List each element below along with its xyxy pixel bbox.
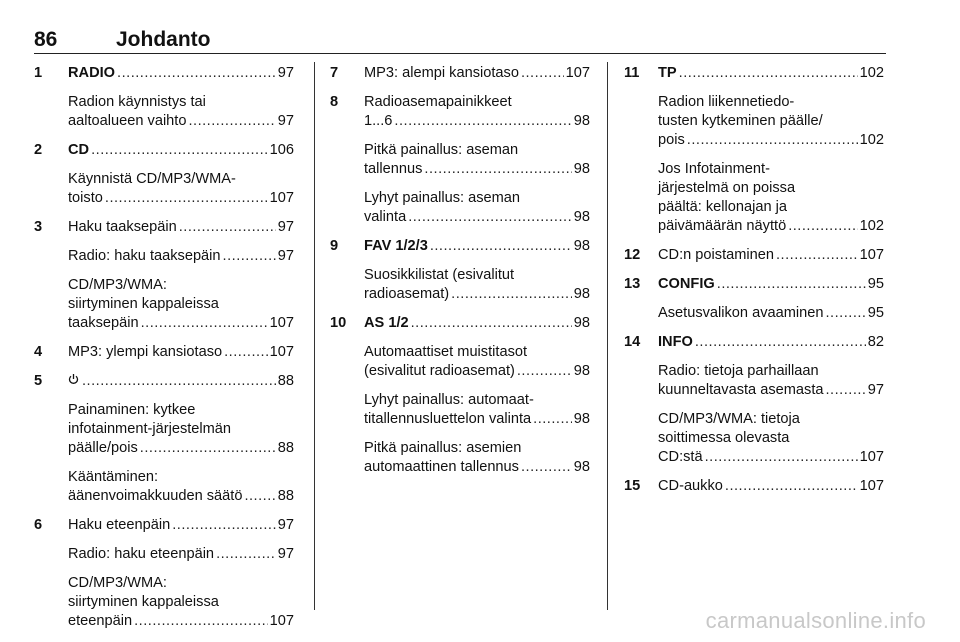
entry-number: 8 (330, 94, 339, 110)
toc-line (68, 247, 294, 266)
toc-text: MP3: ylempi kansiotaso (68, 344, 223, 360)
toc-text: tallennus (364, 161, 423, 177)
toc-text: automaattinen tallennus (364, 459, 519, 475)
toc-line (658, 448, 884, 467)
toc-text: titallennusluettelon valinta (364, 411, 532, 427)
toc-text: Asetusvalikon avaaminen (658, 305, 824, 321)
toc-line (68, 314, 294, 333)
toc-line (364, 208, 590, 227)
toc-line (68, 343, 294, 362)
toc-text: RADIO (68, 65, 116, 81)
toc-line (68, 372, 294, 391)
page-number: 86 (34, 28, 58, 51)
entry-number: 12 (624, 247, 641, 263)
dot-leader (224, 343, 268, 362)
page-ref: 97 (277, 65, 294, 81)
toc-entry (624, 333, 884, 352)
toc-subentry (34, 170, 294, 208)
page-ref: 97 (277, 517, 294, 533)
page-ref: 107 (269, 315, 294, 331)
toc-text: CD:n poistaminen (658, 247, 774, 263)
toc-line (658, 64, 884, 83)
toc-subentry (34, 93, 294, 131)
toc-text: CONFIG (658, 276, 715, 292)
toc-text: Radio: tietoja parhaillaan (658, 363, 819, 379)
entry-number: 6 (34, 517, 43, 533)
page-ref: 107 (859, 449, 884, 465)
toc-line (658, 333, 884, 352)
page-ref: 98 (573, 363, 590, 379)
toc-text: CD (68, 142, 90, 158)
entry-number: 13 (624, 276, 641, 292)
toc-entry (34, 372, 294, 391)
toc-entry (34, 218, 294, 237)
toc-line (658, 217, 884, 236)
toc-entry (330, 64, 590, 83)
toc-subentry (330, 439, 590, 477)
toc-line (364, 237, 590, 256)
entry-number: 14 (624, 334, 641, 350)
toc-text: Pitkä painallus: asemien (364, 440, 522, 456)
column-1 (34, 64, 294, 641)
page-ref: 107 (269, 344, 294, 360)
toc-subentry (330, 391, 590, 429)
toc-line (658, 246, 884, 265)
page-ref: 107 (859, 247, 884, 263)
page-ref: 107 (859, 478, 884, 494)
dot-leader (533, 410, 572, 429)
dot-leader (216, 545, 276, 564)
page-ref: 95 (867, 305, 884, 321)
toc-subentry (330, 266, 590, 304)
page-ref: 102 (859, 65, 884, 81)
page-ref: 82 (867, 334, 884, 350)
toc-text: Käynnistä CD/MP3/WMA- (68, 171, 236, 187)
dot-leader (521, 458, 572, 477)
column-3 (624, 64, 884, 506)
toc-text: järjestelmä on poissa (658, 180, 796, 196)
toc-subentry (34, 468, 294, 506)
toc-line (658, 477, 884, 496)
toc-text: tusten kytkeminen päälle/ (658, 113, 823, 129)
toc-subentry (330, 189, 590, 227)
toc-text: Haku taaksepäin (68, 219, 177, 235)
dot-leader (430, 237, 572, 256)
toc-entry (34, 343, 294, 362)
toc-entry (624, 477, 884, 496)
toc-line (364, 458, 590, 477)
toc-text: äänenvoimakkuuden säätö (68, 488, 243, 504)
toc-text: MP3: alempi kansiotaso (364, 65, 519, 81)
toc-line (68, 612, 294, 631)
page-ref: 97 (277, 248, 294, 264)
watermark: carmanualsonline.info (705, 608, 926, 633)
toc-line (658, 304, 884, 323)
toc-text: Haku eteenpäin (68, 517, 171, 533)
page-ref: 98 (573, 238, 590, 254)
toc-line (68, 545, 294, 564)
toc-text: Kääntäminen: (68, 469, 159, 485)
page-ref: 98 (573, 161, 590, 177)
page-ref: 102 (859, 218, 884, 234)
toc-subentry (34, 574, 294, 631)
toc-text: päälle/pois (68, 440, 138, 456)
toc-entry (624, 64, 884, 83)
toc-text: kuunneltavasta asemasta (658, 382, 824, 398)
toc-line (364, 160, 590, 179)
entry-number: 2 (34, 142, 43, 158)
dot-leader (223, 247, 276, 266)
toc-line (364, 64, 590, 83)
dot-leader (408, 208, 572, 227)
page-ref: 88 (277, 440, 294, 456)
dot-leader (451, 285, 572, 304)
toc-text: siirtyminen kappaleissa (68, 296, 219, 312)
page-ref: 97 (867, 382, 884, 398)
toc-line (364, 314, 590, 333)
toc-subentry (34, 401, 294, 458)
toc-line (658, 131, 884, 150)
page-ref: 107 (269, 190, 294, 206)
entry-number: 4 (34, 344, 43, 360)
toc-text: päältä: kellonajan ja (658, 199, 788, 215)
page-ref: 107 (565, 65, 590, 81)
dot-leader (141, 314, 268, 333)
toc-text: 1...6 (364, 113, 393, 129)
toc-text: INFO (658, 334, 693, 350)
column-divider-1 (314, 62, 315, 610)
toc-text: AS 1/2 (364, 315, 409, 331)
toc-subentry (624, 160, 884, 236)
toc-text: infotainment-järjestelmän (68, 421, 232, 437)
toc-subentry (34, 545, 294, 564)
toc-subentry (624, 362, 884, 400)
toc-subentry (624, 410, 884, 467)
toc-entry (330, 237, 590, 256)
column-2 (330, 64, 590, 487)
page-ref: 98 (573, 209, 590, 225)
dot-leader (82, 372, 276, 391)
dot-leader (776, 246, 858, 265)
toc-text: Lyhyt painallus: aseman (364, 190, 521, 206)
toc-text: aaltoalueen vaihto (68, 113, 187, 129)
toc-text: Radion liikennetiedo- (658, 94, 795, 110)
toc-text: CD:stä (658, 449, 703, 465)
toc-subentry (34, 247, 294, 266)
page-ref: 97 (277, 219, 294, 235)
page-ref: 106 (269, 142, 294, 158)
toc-entry (624, 275, 884, 294)
header-rule (34, 53, 886, 54)
dot-leader (687, 131, 858, 150)
page-ref: 97 (277, 546, 294, 562)
dot-leader (705, 448, 858, 467)
dot-leader (679, 64, 858, 83)
dot-leader (826, 304, 866, 323)
toc-text: päivämäärän näyttö (658, 218, 787, 234)
page-ref: 107 (269, 613, 294, 629)
entry-number: 15 (624, 478, 641, 494)
toc-text: pois (658, 132, 685, 148)
toc-entry (624, 246, 884, 265)
toc-text: taaksepäin (68, 315, 139, 331)
dot-leader (411, 314, 572, 333)
entry-number: 10 (330, 315, 347, 331)
toc-text: radioasemat) (364, 286, 450, 302)
page-ref: 98 (573, 113, 590, 129)
page-ref: 88 (277, 488, 294, 504)
toc-entry (34, 516, 294, 535)
entry-number: 1 (34, 65, 43, 81)
toc-line (68, 218, 294, 237)
toc-text: Radio: haku eteenpäin (68, 546, 215, 562)
toc-text: Radio: haku taaksepäin (68, 248, 221, 264)
toc-subentry (34, 276, 294, 333)
dot-leader (717, 275, 866, 294)
dot-leader (521, 64, 564, 83)
toc-entry (34, 141, 294, 160)
toc-text: Pitkä painallus: aseman (364, 142, 519, 158)
toc-text: CD/MP3/WMA: (68, 575, 167, 591)
entry-number: 7 (330, 65, 339, 81)
page-ref: 98 (573, 315, 590, 331)
entry-number: 5 (34, 373, 43, 389)
toc-text: Automaattiset muistitasot (364, 344, 528, 360)
page-header (34, 28, 886, 50)
entry-number: 9 (330, 238, 339, 254)
entry-number: 11 (624, 65, 640, 81)
toc-text: soittimessa olevasta (658, 430, 790, 446)
toc-text: CD/MP3/WMA: (68, 277, 167, 293)
dot-leader (788, 217, 857, 236)
toc-text: CD-aukko (658, 478, 723, 494)
toc-line (68, 112, 294, 131)
dot-leader (517, 362, 572, 381)
toc-entry (330, 93, 590, 131)
toc-line (68, 516, 294, 535)
toc-text: CD/MP3/WMA: tietoja (658, 411, 800, 427)
toc-line (364, 112, 590, 131)
dot-leader (424, 160, 571, 179)
page-ref: 98 (573, 411, 590, 427)
toc-line (658, 275, 884, 294)
toc-line (68, 189, 294, 208)
dot-leader (117, 64, 276, 83)
dot-leader (105, 189, 268, 208)
toc-line (364, 410, 590, 429)
toc-line (658, 381, 884, 400)
entry-number: 3 (34, 219, 43, 235)
toc-text: TP (658, 65, 677, 81)
toc-line (364, 362, 590, 381)
toc-subentry (624, 93, 884, 150)
dot-leader (244, 487, 275, 506)
page-ref: 98 (573, 286, 590, 302)
toc-text: Radion käynnistys tai (68, 94, 206, 110)
dot-leader (172, 516, 276, 535)
toc-subentry (624, 304, 884, 323)
dot-leader (179, 218, 276, 237)
dot-leader (91, 141, 268, 160)
toc-text: valinta (364, 209, 407, 225)
toc-text: Suosikkilistat (esivalitut (364, 267, 515, 283)
toc-text: eteenpäin (68, 613, 133, 629)
toc-text: (esivalitut radioasemat) (364, 363, 515, 379)
toc-text: siirtyminen kappaleissa (68, 594, 219, 610)
power-icon (68, 372, 80, 391)
toc-line (364, 285, 590, 304)
toc-text: Radioasemapainikkeet (364, 94, 512, 110)
toc-subentry (330, 343, 590, 381)
toc-text: toisto (68, 190, 103, 206)
dot-leader (188, 112, 275, 131)
page-title: Johdanto (116, 28, 211, 51)
toc-entry (330, 314, 590, 333)
page-ref: 97 (277, 113, 294, 129)
toc-line (68, 64, 294, 83)
page-ref: 98 (573, 459, 590, 475)
toc-line (68, 141, 294, 160)
toc-text: FAV 1/2/3 (364, 238, 428, 254)
dot-leader (695, 333, 866, 352)
toc-text: Lyhyt painallus: automaat- (364, 392, 534, 408)
toc-entry (34, 64, 294, 83)
dot-leader (134, 612, 268, 631)
dot-leader (394, 112, 571, 131)
toc-subentry (330, 141, 590, 179)
toc-text: Jos Infotainment- (658, 161, 770, 177)
page-ref: 95 (867, 276, 884, 292)
toc-text: Painaminen: kytkee (68, 402, 196, 418)
dot-leader (826, 381, 866, 400)
page-ref: 102 (859, 132, 884, 148)
column-divider-2 (607, 62, 608, 610)
page-ref: 88 (277, 373, 294, 389)
toc-line (68, 439, 294, 458)
dot-leader (140, 439, 276, 458)
dot-leader (725, 477, 858, 496)
toc-line (68, 487, 294, 506)
